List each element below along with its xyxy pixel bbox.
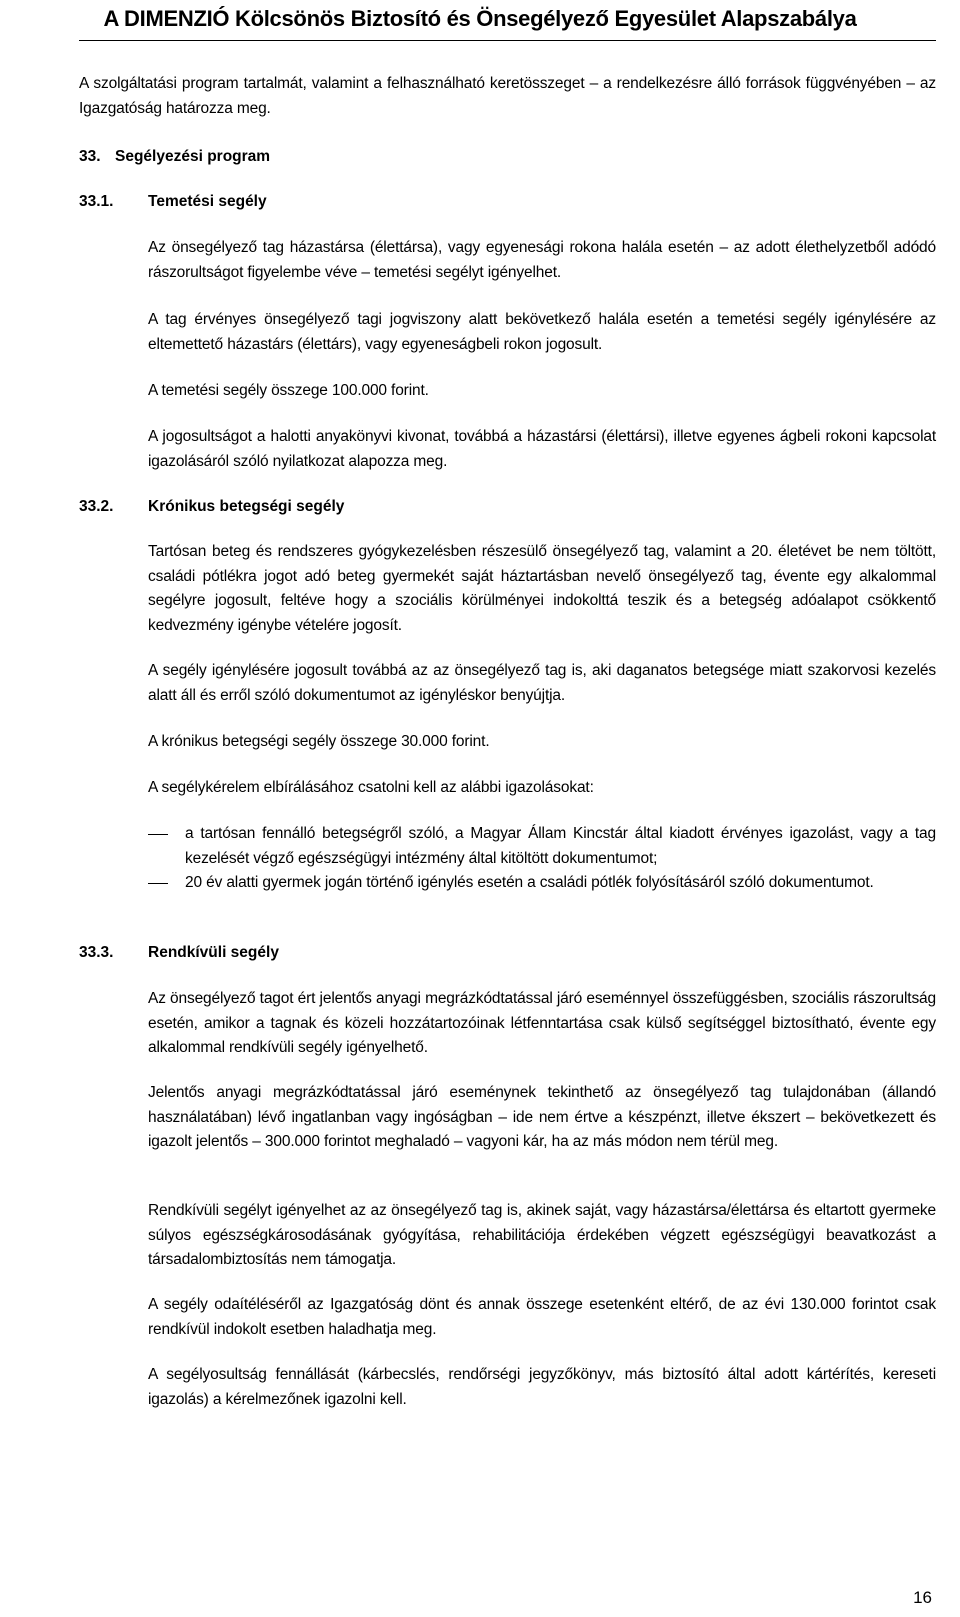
s33-3-paragraph-4: A segély odaítéléséről az Igazgatóság dönt és annak összege esetenként eltérő, de az évi 130.000 forintot csak rendkívül indokolt esetben haladhatja meg.: [148, 1296, 936, 1338]
section-33-number: 33.: [79, 148, 101, 165]
section-33-1-title: Temetési segély: [148, 193, 267, 210]
s33-1-paragraph-4: A jogosultságot a halotti anyakönyvi kivonat, továbbá a házastársi (élettársi), illetve egyenes ágbeli rokoni kapcsolat igazolásáról szóló nyilatkozat alapozza meg.: [148, 428, 936, 470]
s33-3-paragraph-1: Az önsegélyező tagot ért jelentős anyagi megrázkódtatással járó eseménnyel összefüggésben, szociális rászorultság esetén, amikor a tagnak és közeli hozzátartozóinak létfenntartása csak külső segítséggel biztosítható, évente egy alkalommal rendkívüli segély igényelhető.: [148, 990, 936, 1056]
document-header-title: A DIMENZIÓ Kölcsönös Biztosító és Önsegélyező Egyesület Alapszabálya: [103, 6, 857, 31]
s33-3-paragraph-3: Rendkívüli segélyt igényelhet az az önsegélyező tag is, akinek saját, vagy házastársa/élettársa és eltartott gyermeke súlyos egészségkárosodásának gyógyítása, rehabilitációja érdekében végzett egészségügyi beavatkozást a társadalombiztosítás nem támogatja.: [148, 1202, 936, 1268]
s33-3-paragraph-2: Jelentős anyagi megrázkódtatással járó eseménynek tekinthető az önsegélyező tag tulajdonában (állandó használatában) lévő ingatlanban vagy ingóságban – ide nem értve a készpénzt, illetve ékszert – bekövetkezett és igazolt jelentős – 300.000 forintot meghaladó – vagyoni kár, ha az más módon nem térül meg.: [148, 1084, 936, 1150]
s33-1-paragraph-1: Az önsegélyező tag házastársa (élettársa), vagy egyenesági rokona halála esetén – az adott élethelyzetből adódó rászorultságot figyelembe véve – temetési segélyt igényelhet.: [148, 239, 936, 281]
s33-2-list-item-2: 20 év alatti gyermek jogán történő igénylés esetén a családi pótlék folyósításáról szóló dokumentumot.: [185, 874, 874, 891]
s33-2-paragraph-2: A segély igénylésére jogosult továbbá az az önsegélyező tag is, aki daganatos betegsége miatt szakorvosi kezelés alatt áll és erről szóló dokumentumot az igényléskor benyújtja.: [148, 662, 936, 704]
s33-3-paragraph-5: A segélyosultság fennállását (kárbecslés, rendőrségi jegyzőkönyv, más biztosító által adott kártérítés, kereseti igazolás) a kérelmezőnek igazolni kell.: [148, 1366, 936, 1408]
intro-paragraph: A szolgáltatási program tartalmát, valamint a felhasználható keretösszeget – a rendelkezésre álló források függvényében – az Igazgatóság határozza meg.: [79, 75, 936, 117]
list-dash-2: [148, 883, 168, 884]
section-33-3-number: 33.3.: [79, 944, 114, 961]
section-33-3-title: Rendkívüli segély: [148, 944, 279, 961]
section-33-2-title: Krónikus betegségi segély: [148, 498, 345, 515]
s33-2-paragraph-1: Tartósan beteg és rendszeres gyógykezelésben részesülő önsegélyező tag, valamint a 20. életévet be nem töltött, családi pótlékra jogot adó beteg gyermekét saját háztartásban nevelő önsegélyező tag, évente egy alkalommal segélyre jogosult, feltéve hogy a szociális körülményei indokolttá teszik és a betegség adóalapot csökkentő kedvezmény igénybe vételére jogosít.: [148, 543, 936, 634]
section-33-title: Segélyezési program: [115, 148, 271, 165]
page-number: 16: [913, 1588, 932, 1607]
list-dash-1: [148, 834, 168, 835]
header-divider: [79, 40, 936, 41]
s33-2-paragraph-3: A krónikus betegségi segély összege 30.000 forint.: [148, 733, 490, 750]
s33-1-paragraph-2: A tag érvényes önsegélyező tagi jogviszony alatt bekövetkező halála esetén a temetési segély igénylésére az eltemettető házastárs (élettárs), vagy egyeneságbeli rokon jogosult.: [148, 311, 936, 353]
s33-2-paragraph-4: A segélykérelem elbírálásához csatolni kell az alábbi igazolásokat:: [148, 779, 594, 796]
s33-1-paragraph-3: A temetési segély összege 100.000 forint.: [148, 382, 429, 399]
section-33-2-number: 33.2.: [79, 498, 114, 515]
s33-2-list-item-1: a tartósan fennálló betegségről szóló, a Magyar Állam Kincstár által kiadott érvényes igazolást, vagy a tag kezelését végző egészségügyi intézmény által kitöltött dokumentumot;: [185, 825, 936, 867]
section-33-1-number: 33.1.: [79, 193, 114, 210]
